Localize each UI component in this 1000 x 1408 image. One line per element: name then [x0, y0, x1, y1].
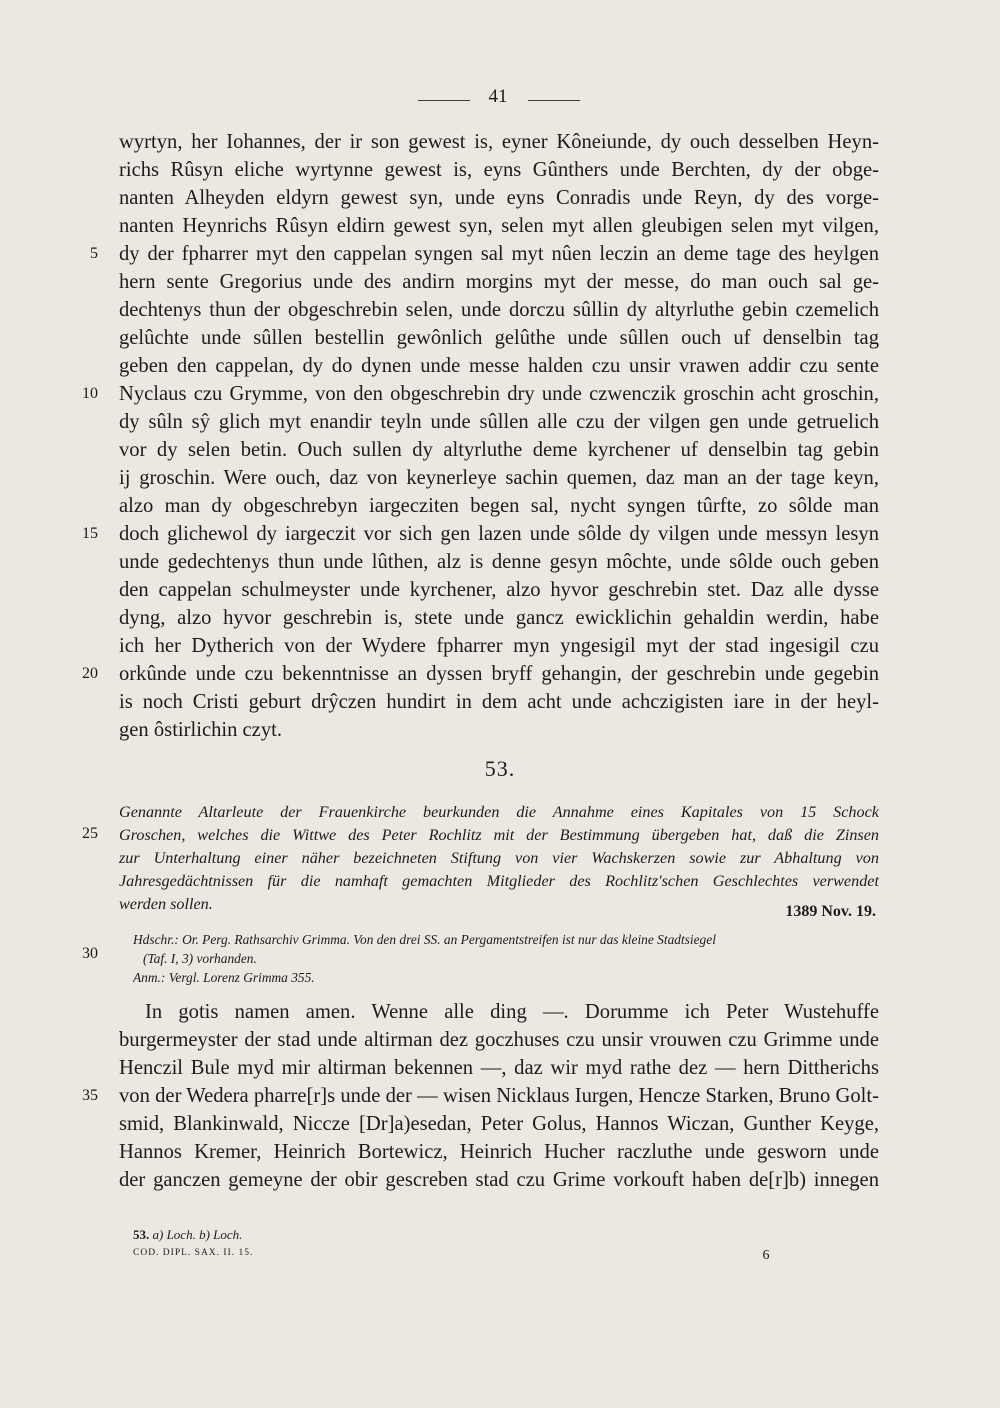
- text-line: nanten Alheyden eldyrn gewest syn, unde eyns Conradis unde Reyn, dy des vorge-: [119, 187, 879, 209]
- text-line: alzo man dy obgeschrebyn iargecziten begen sal, nycht syngen tûrfte, zo sôlde man: [119, 495, 879, 517]
- text-line: doch glichewol dy iargeczit vor sich gen lazen unde sôlde dy vilgen unde messyn lesyn: [119, 523, 879, 545]
- text-line: gelûchte unde sûllen bestellin gewônlich gelûthe unde sûllen ouch uf denselbin tag: [119, 327, 879, 349]
- regest-line: zur Unterhaltung einer näher bezeichneten Stiftung von vier Wachskerzen sowie zur Abhaltung von: [119, 849, 879, 867]
- text-line: geben den cappelan, dy do dynen unde messe halden czu unsir vrawen addir czu sente: [119, 355, 879, 377]
- archive-note: (Taf. I, 3) vorhanden.: [143, 951, 257, 966]
- line-number: 25: [82, 825, 98, 842]
- text-line: burgermeyster der stad unde altirman dez goczhuses czu unsir vrouwen czu Grimme unde: [119, 1029, 879, 1051]
- text-line: orkûnde unde czu bekenntnisse an dyssen bryff gehangin, der geschrebin unde gegebin: [119, 663, 879, 685]
- text-line: dyng, alzo hyvor geschrebin is, stete unde gancz ewicklichin gehaldin werdin, habe: [119, 607, 879, 629]
- document-number: 53.: [484, 756, 516, 781]
- archive-note: Hdschr.: Or. Perg. Rathsarchiv Grimma. Von den drei SS. an Pergamentstreifen ist nur das kleine Stadtsiegel: [133, 932, 716, 947]
- text-line: Hannos Kremer, Heinrich Bortewicz, Heinrich Hucher raczluthe unde gesworn unde: [119, 1141, 879, 1163]
- regest-line: Jahresgedächtnissen für die namhaft gemachten Mitglieder des Rochlitz'schen Geschlechtes verwendet: [119, 872, 879, 890]
- text-line: dechtenys thun der obgeschrebin selen, unde dorczu sûllin dy altyrluthe gebin czemelich: [119, 299, 879, 321]
- text-line: von der Wedera pharre[r]s unde der — wisen Nicklaus Iurgen, Hencze Starken, Bruno Golt-: [119, 1085, 879, 1107]
- text-line: dy sûln sŷ glich myt enandir teyln unde sûllen alle czu der vilgen gen unde getruelich: [119, 411, 879, 433]
- text-line: vor dy selen betin. Ouch sullen dy altyrluthe deme kyrchener uf denselbin tag gebin: [119, 439, 879, 461]
- regest-line: werden sollen.: [119, 895, 213, 913]
- line-number: 35: [82, 1087, 98, 1104]
- footnote: [133, 1226, 242, 1244]
- regest-line: Genannte Altarleute der Frauenkirche beurkunden die Annahme eines Kapitales von 15 Schock: [119, 803, 879, 821]
- text-line: ich her Dytherich von der Wydere fpharrer myn yngesigil myt der stad ingesigil czu: [119, 635, 879, 657]
- text-line: Henczil Bule myd mir altirman bekennen —, daz wir myd rathe dez — hern Dittherichs: [119, 1057, 879, 1079]
- series-signature: COD. DIPL. SAX. II. 15.: [133, 1248, 254, 1258]
- text-line: Nyclaus czu Grymme, von den obgeschrebin dry unde czwenczik groschin acht groschin,: [119, 383, 879, 405]
- header-rule-right: [528, 100, 580, 101]
- line-number: 5: [90, 245, 98, 262]
- text-line: den cappelan schulmeyster unde kyrchener, alzo hyvor geschrebin stet. Daz alle dysse: [119, 579, 879, 601]
- text-line: is noch Cristi geburt drŷczen hundirt in dem acht unde achczigisten iare in der heyl-: [119, 691, 879, 713]
- text-line: nanten Heynrichs Rûsyn eldirn gewest syn, selen myt allen gleubigen selen myt vilgen,: [119, 215, 879, 237]
- text-line: wyrtyn, her Iohannes, der ir son gewest is, eyner Kôneiunde, dy ouch desselben Heyn-: [119, 131, 879, 153]
- line-number: 15: [82, 525, 98, 542]
- text-line: dy der fpharrer myt den cappelan syngen sal myt nûen leczin an deme tage des heylgen: [119, 243, 879, 265]
- text-line: richs Rûsyn eliche wyrtynne gewest is, eyns Gûnthers unde Berchten, dy der obge-: [119, 159, 879, 181]
- text-line: gen ôstirlichin czyt.: [119, 719, 282, 741]
- sheet-signature: 6: [762, 1248, 770, 1263]
- document-date: 1389 Nov. 19.: [785, 903, 876, 920]
- line-number: 20: [82, 665, 98, 682]
- text-line: der ganczen gemeyne der obir gescreben stad czu Grime vorkouft haben de[r]b) innegen: [119, 1169, 879, 1191]
- text-line: smid, Blankinwald, Niccze [Dr]a)esedan, Peter Golus, Hannos Wiczan, Gunther Keyge,: [119, 1113, 879, 1135]
- line-number: 10: [82, 385, 98, 402]
- page-header: [0, 86, 1000, 112]
- header-rule-left: [418, 100, 470, 101]
- line-number: 30: [82, 945, 98, 962]
- text-line: ij groschin. Were ouch, daz von keynerleye sachin quemen, daz man an der tage keyn,: [119, 467, 879, 489]
- text-line: unde gedechtenys thun unde lûthen, alz is denne gesyn môchte, unde sôlde ouch geben: [119, 551, 879, 573]
- regest-line: Groschen, welches die Wittwe des Peter Rochlitz mit der Bestimmung übergeben hat, daß die Zinsen: [119, 826, 879, 844]
- text-line: hern sente Gregorius unde des andirn morgins myt der messe, do man ouch sal ge-: [119, 271, 879, 293]
- footnote-text: a) Loch. b) Loch.: [152, 1227, 243, 1242]
- text-line: In gotis namen amen. Wenne alle ding —. Dorumme ich Peter Wustehuffe: [145, 1001, 879, 1023]
- archive-note: Anm.: Vergl. Lorenz Grimma 355.: [133, 970, 315, 985]
- footnote-number: 53.: [133, 1227, 150, 1242]
- page-number: 41: [488, 86, 508, 107]
